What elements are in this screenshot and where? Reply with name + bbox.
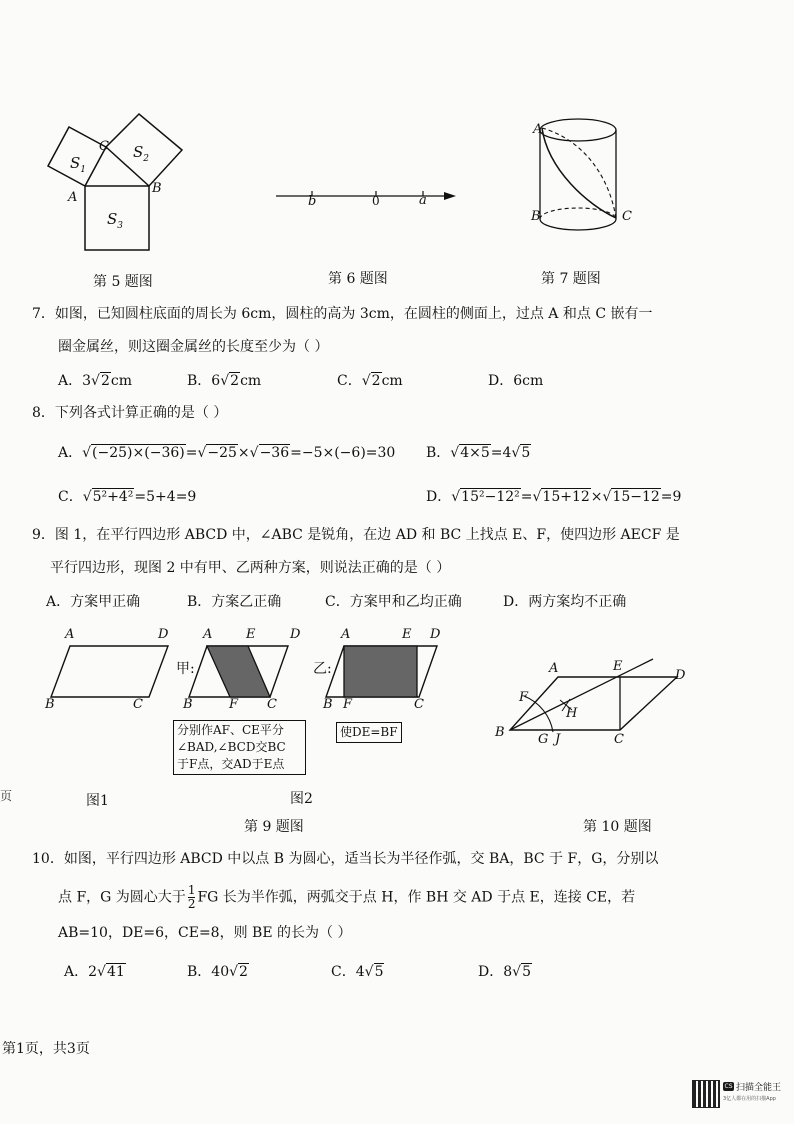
q10-line2: 点 F，G 为圆心大于 $\frac{1}{2}$ FG 长为半作弧，两弧交于点 H，作 BH 交 AD 于点 E，连接 CE，若 xyxy=(58,883,636,911)
fig5-label-a: A xyxy=(68,190,78,205)
fig9-caption: 第 9 题图 xyxy=(244,819,304,835)
fig9-jia-label-f: F xyxy=(229,697,239,712)
figure-5-pythagoras xyxy=(40,112,240,252)
fig5-caption: 第 5 题图 xyxy=(93,274,153,290)
fig5-label-s3: $S_3$ xyxy=(107,210,124,231)
fig9-yi-label-d: D xyxy=(430,627,441,642)
fig9-jia-box-line2: ∠BAD,∠BCD交BC xyxy=(177,740,286,754)
fig9-yi-label-b: B xyxy=(323,697,333,712)
page-number: 第1页，共3页 xyxy=(2,1041,90,1057)
fig6-label-b: b xyxy=(308,194,317,209)
fig7-label-c: C xyxy=(622,209,632,224)
scanner-watermark xyxy=(692,1080,790,1110)
fig6-label-zero: 0 xyxy=(372,194,380,208)
q7-option-b: B．6√2cm xyxy=(187,373,262,389)
q9-line1: 9．图 1，在平行四边形 ABCD 中，∠ABC 是锐角，在边 AD 和 BC 上找点 E、F，使四边形 AECF 是 xyxy=(32,527,680,543)
figure-9-plan-yi xyxy=(325,643,445,703)
left-margin-char: 页 xyxy=(0,789,13,803)
fig9-1-label-c: C xyxy=(133,697,143,712)
fig9-yi-label-a: A xyxy=(341,627,351,642)
q9-option-b: B．方案乙正确 xyxy=(187,594,282,610)
q8-stem: 8．下列各式计算正确的是（ ） xyxy=(32,405,228,421)
q10-option-a: A．2√41 xyxy=(64,964,125,980)
q8-option-b: B．√4×5=4√5 xyxy=(426,445,531,461)
fig10-label-j: J xyxy=(555,732,561,747)
fig9-jia-label-e: E xyxy=(246,627,256,642)
fig9-yi-label-f: F xyxy=(343,697,353,712)
fig9-jia-box-line1: 分别作AF、CE平分 xyxy=(177,723,284,737)
q10-option-d: D．8√5 xyxy=(478,964,531,980)
fig9-1-label-d: D xyxy=(158,627,169,642)
q10-line3: AB=10，DE=6，CE=8，则 BE 的长为（ ） xyxy=(58,925,352,941)
fig9-fig1-caption: 图1 xyxy=(86,793,109,809)
qr-code-icon xyxy=(692,1080,720,1108)
q7-line1: 7．如图，已知圆柱底面的周长为 6cm，圆柱的高为 3cm，在圆柱的侧面上，过点 A 和点 C 嵌有一 xyxy=(32,306,653,322)
fig9-1-label-a: A xyxy=(65,627,75,642)
fig9-jia-label-b: B xyxy=(183,697,193,712)
fig9-jia-description-box xyxy=(173,720,306,775)
fig9-yi-label-e: E xyxy=(402,627,412,642)
q10-line1: 10．如图，平行四边形 ABCD 中以点 B 为圆心，适当长为半径作弧，交 BA，BC 于 F，G，分别以 xyxy=(32,851,659,867)
fig5-label-b: B xyxy=(152,181,162,196)
fig10-label-g: G xyxy=(538,732,549,747)
fig9-jia-label-d: D xyxy=(290,627,301,642)
fig10-label-e: E xyxy=(613,659,623,674)
q7-option-a: A．3√2cm xyxy=(58,373,133,389)
figure-9-fig1-parallelogram xyxy=(50,643,180,703)
q9-line2: 平行四边形，现图 2 中有甲、乙两种方案，则说法正确的是（ ） xyxy=(50,560,451,576)
fig9-1-label-b: B xyxy=(45,697,55,712)
q7-option-d: D．6cm xyxy=(488,373,544,389)
q7-line2: 圈金属丝，则这圈金属丝的长度至少为（ ） xyxy=(58,339,329,355)
fig7-caption: 第 7 题图 xyxy=(541,271,601,287)
fig9-jia-label-c: C xyxy=(267,697,277,712)
fig10-label-a: A xyxy=(549,661,559,676)
q10-fraction: $\frac{1}{2}$ xyxy=(187,883,196,911)
q9-option-d: D．两方案均不正确 xyxy=(503,594,627,610)
fig10-label-b: B xyxy=(495,725,505,740)
fig7-label-a: A xyxy=(533,122,543,137)
fig5-label-c: C xyxy=(99,139,109,154)
fig10-label-h: H xyxy=(566,706,578,721)
scanner-name: 扫描全能王 xyxy=(736,1083,782,1093)
figure-9-plan-jia xyxy=(188,643,308,703)
fig5-label-s1: $S_1$ xyxy=(70,154,87,175)
fig9-jia-label-a: A xyxy=(203,627,213,642)
fig6-caption: 第 6 题图 xyxy=(328,271,388,287)
q9-option-a: A．方案甲正确 xyxy=(46,594,141,610)
fig6-label-a: a xyxy=(419,193,427,208)
fig10-label-c: C xyxy=(614,732,624,747)
q8-option-d: D．√15²−12²=√15+12×√15−12=9 xyxy=(426,489,682,505)
q8-option-c: C．√5²+4²=5+4=9 xyxy=(58,489,197,505)
fig9-jia-box-line3: 于F点，交AD于E点 xyxy=(177,757,285,771)
fig10-caption: 第 10 题图 xyxy=(583,819,652,835)
fig9-jia-label: 甲: xyxy=(176,661,195,677)
fig7-label-b: B xyxy=(531,209,541,224)
q8-option-a: A．√(−25)×(−36)=√−25×√−36=−5×(−6)=30 xyxy=(58,445,396,461)
q10-option-b: B．40√2 xyxy=(187,964,248,980)
fig9-yi-label: 乙: xyxy=(313,661,332,677)
fig9-fig2-caption: 图2 xyxy=(290,791,313,807)
q10-option-c: C．4√5 xyxy=(331,964,384,980)
fig10-label-d: D xyxy=(675,668,686,683)
figure-7-cylinder xyxy=(538,110,638,250)
scanner-subtitle: 3亿人都在用的扫描App xyxy=(723,1096,776,1102)
fig9-yi-description-box: 使DE=BF xyxy=(336,722,402,743)
fig9-yi-label-c: C xyxy=(414,697,424,712)
q9-option-c: C．方案甲和乙均正确 xyxy=(325,594,462,610)
scanner-logo-icon: CS xyxy=(724,1083,733,1090)
figure-6-number-line xyxy=(272,182,462,212)
fig10-label-f: F xyxy=(519,690,529,705)
fig5-label-s2: $S_2$ xyxy=(133,143,150,164)
q7-option-c: C．√2cm xyxy=(337,373,403,389)
